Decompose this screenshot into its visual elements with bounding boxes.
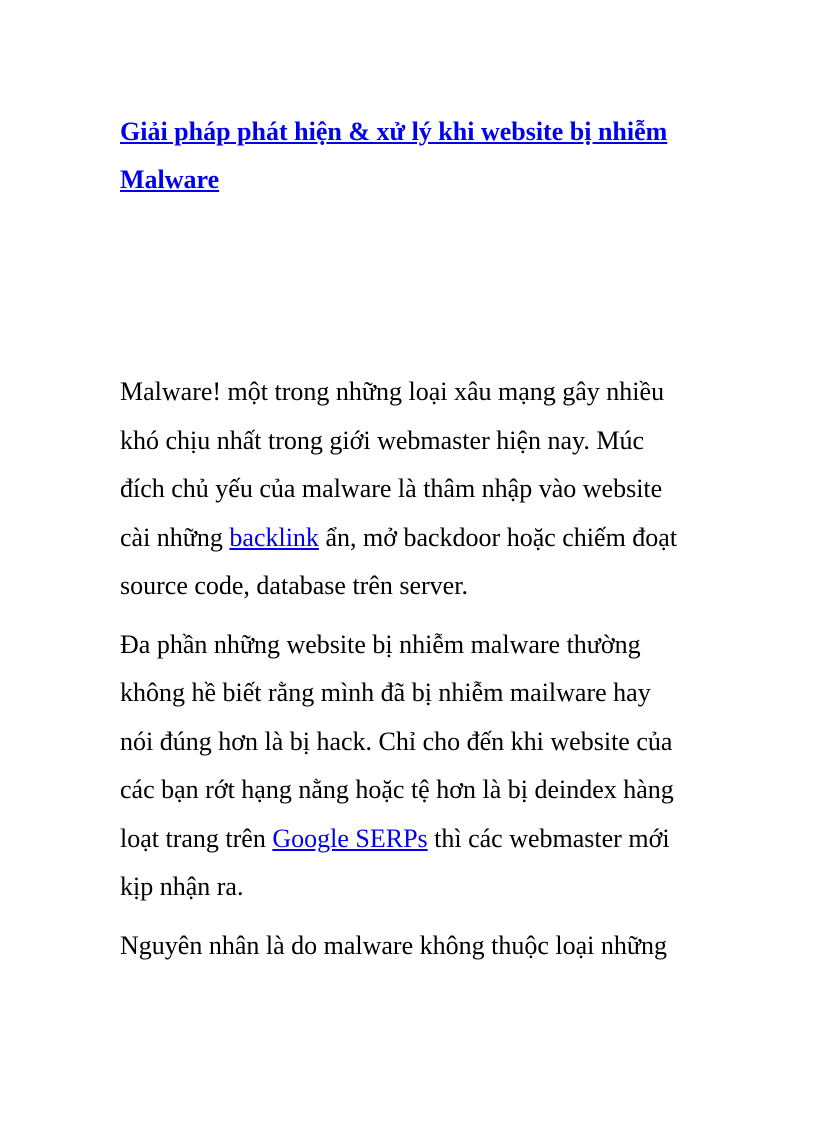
- paragraph-line: [120, 815, 700, 864]
- title-line-2: Malware: [120, 165, 220, 194]
- paragraph-line: Nguyên nhân là do malware không thuộc loại những: [120, 930, 667, 960]
- paragraph-line: [120, 514, 700, 563]
- paragraph-line: khó chịu nhất trong giới webmaster hiện nay. Múc: [120, 425, 644, 455]
- document-body: [120, 368, 700, 980]
- backlink-link[interactable]: backlink: [229, 522, 319, 552]
- line-text: cài những: [120, 522, 230, 552]
- paragraph-line: source code, database trên server.: [120, 571, 468, 600]
- title-line-1: Giải pháp phát hiện & xử lý khi website bị nhiễm: [120, 117, 668, 146]
- google-serps-link[interactable]: Google SERPs: [272, 823, 428, 853]
- paragraph-line: kịp nhận ra.: [120, 872, 244, 901]
- paragraph-line: Đa phần những website bị nhiễm malware thường: [120, 629, 641, 659]
- paragraph-line: Malware! một trong những loại xâu mạng gây nhiều: [120, 377, 665, 406]
- line-text: thì các webmaster mới: [427, 823, 670, 853]
- paragraph-line: đích chủ yếu của malware là thâm nhập vào website: [120, 474, 663, 503]
- line-text: ẩn, mở backdoor hoặc chiếm đoạt: [318, 522, 678, 552]
- paragraph-intro: [120, 368, 700, 611]
- paragraph-detection: [120, 621, 700, 912]
- title-link[interactable]: [120, 117, 667, 194]
- paragraph-line: các bạn rớt hạng nằng hoặc tệ hơn là bị deindex hàng: [120, 775, 674, 804]
- paragraph-cause: [120, 922, 700, 971]
- line-text: loạt trang trên: [120, 823, 273, 853]
- paragraph-line: nói đúng hơn là bị hack. Chỉ cho đến khi website của: [120, 726, 673, 756]
- document-title: [120, 108, 700, 204]
- paragraph-line: không hề biết rằng mình đã bị nhiễm mailware hay: [120, 678, 651, 707]
